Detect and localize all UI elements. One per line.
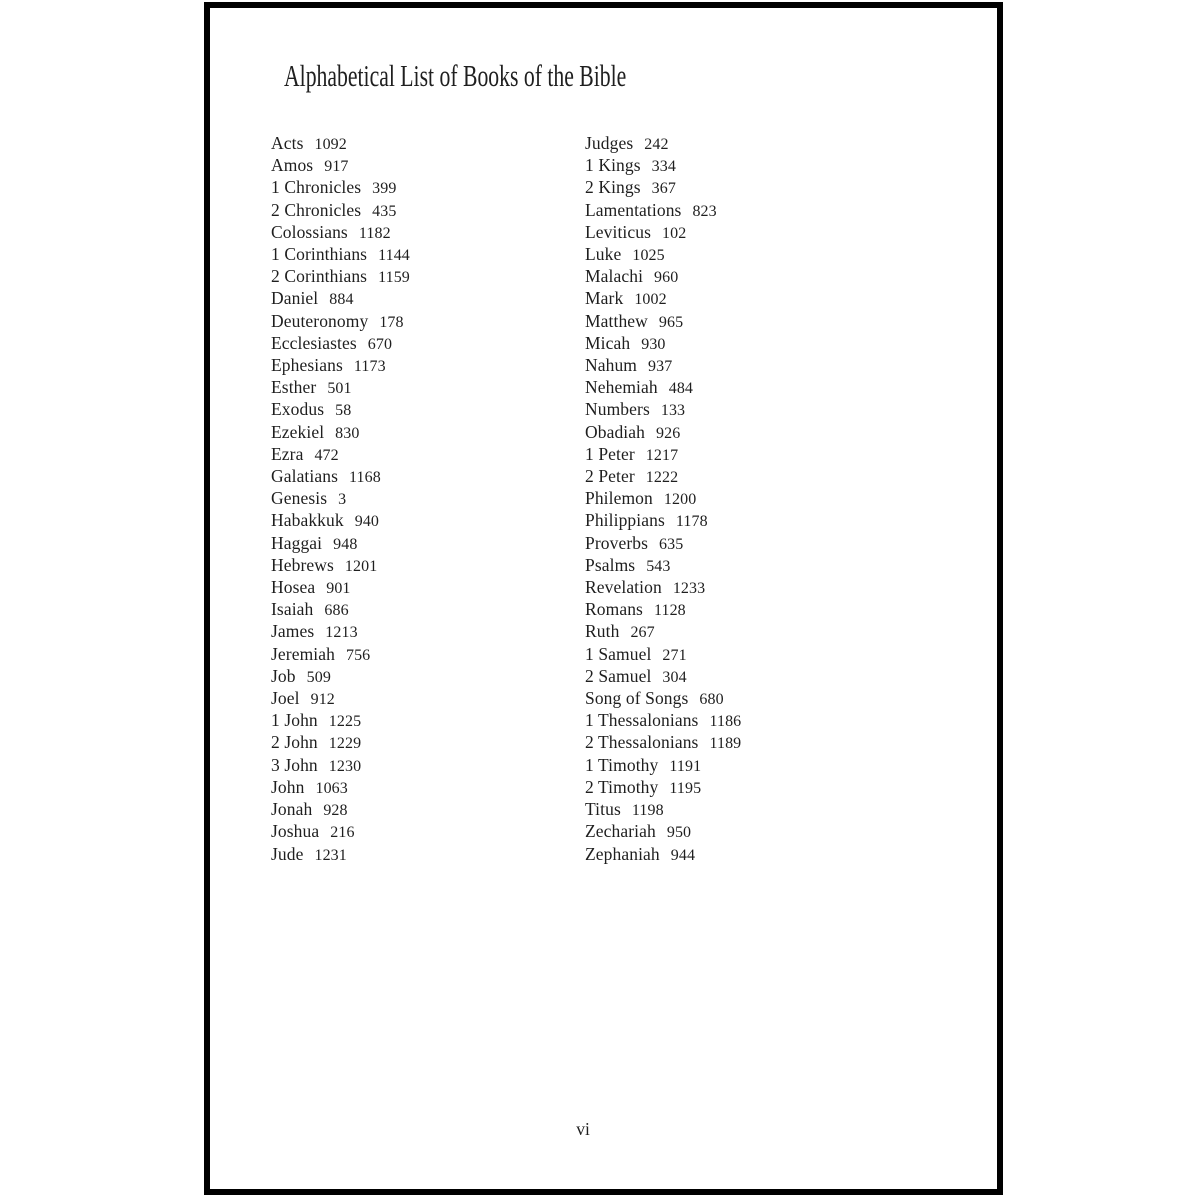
- book-name: 2 Kings: [585, 177, 641, 198]
- book-name: Leviticus: [585, 221, 652, 242]
- book-name: Lamentations: [585, 199, 682, 220]
- book-entry: [585, 666, 741, 688]
- book-entry: [271, 155, 410, 177]
- book-page-number: 3: [338, 491, 347, 509]
- book-name: Esther: [271, 377, 317, 398]
- book-name: Song of Songs: [585, 688, 689, 709]
- book-page-number: 1233: [672, 580, 706, 598]
- book-page-number: 304: [662, 668, 687, 686]
- book-page-number: 926: [656, 424, 681, 442]
- book-name: Jeremiah: [271, 643, 335, 664]
- book-page-number: 901: [326, 580, 351, 598]
- book-entry: [271, 422, 410, 444]
- book-name: Luke: [585, 244, 622, 265]
- book-name: Deuteronomy: [271, 310, 369, 331]
- book-name: 2 John: [271, 732, 318, 753]
- book-entry: [585, 444, 741, 466]
- book-entry: [585, 732, 741, 754]
- book-name: Exodus: [271, 399, 325, 420]
- book-entry: [585, 644, 741, 666]
- book-page-number: 435: [372, 202, 397, 220]
- book-entry: [271, 555, 410, 577]
- book-entry: [271, 777, 410, 799]
- book-page: [204, 2, 1003, 1195]
- book-entry: [271, 533, 410, 555]
- book-page-number: 178: [379, 313, 404, 331]
- book-entry: [585, 466, 741, 488]
- book-name: 1 Samuel: [585, 643, 652, 664]
- book-entry: [271, 599, 410, 621]
- book-name: Joshua: [271, 821, 320, 842]
- book-page-number: 267: [630, 624, 655, 642]
- book-name: Ezra: [271, 443, 304, 464]
- book-name: Judges: [585, 133, 634, 153]
- book-entry: [585, 555, 741, 577]
- book-page-number: 1144: [378, 247, 410, 265]
- book-page-number: 1178: [675, 513, 708, 531]
- book-name: Job: [271, 665, 296, 686]
- book-page-number: 1159: [378, 269, 410, 287]
- book-entry: [585, 177, 741, 199]
- page-title: Alphabetical List of Books of the Bible: [284, 58, 627, 93]
- book-name: Habakkuk: [271, 510, 344, 531]
- book-entry: [585, 821, 741, 843]
- book-page-number: 58: [335, 402, 352, 420]
- book-entry: [271, 244, 410, 266]
- book-entry: [271, 621, 410, 643]
- book-entry: [585, 200, 741, 222]
- book-entry: [271, 333, 410, 355]
- book-name: Hebrews: [271, 554, 334, 575]
- book-name: 2 Corinthians: [271, 266, 368, 287]
- book-entry: [271, 799, 410, 821]
- book-name: Ephesians: [271, 355, 343, 376]
- book-page-number: 1201: [344, 557, 378, 575]
- book-name: 1 Chronicles: [271, 177, 362, 198]
- book-name: Joel: [271, 688, 300, 709]
- book-page-number: 635: [659, 535, 684, 553]
- book-name: Numbers: [585, 399, 650, 420]
- book-page-number: 1128: [653, 602, 686, 620]
- book-name: Philippians: [585, 510, 665, 531]
- book-entry: [271, 844, 410, 866]
- book-name: Zechariah: [585, 821, 656, 842]
- book-page-number: 484: [668, 380, 694, 398]
- book-entry: [585, 377, 741, 399]
- book-entry: [585, 688, 741, 710]
- book-page-number: 1230: [328, 757, 362, 775]
- book-entry: [585, 599, 741, 621]
- book-name: Titus: [585, 799, 621, 820]
- book-page-number: 1231: [314, 846, 347, 864]
- book-page-number: 1200: [663, 491, 697, 509]
- book-name: Romans: [585, 599, 643, 620]
- book-name: 2 Chronicles: [271, 199, 362, 220]
- book-name: Micah: [585, 332, 631, 353]
- book-entry: [271, 133, 410, 155]
- book-page-number: 1191: [669, 757, 702, 775]
- book-name: Jonah: [271, 799, 313, 820]
- book-name: Proverbs: [585, 532, 649, 553]
- book-page-number: 912: [310, 691, 335, 709]
- book-page-number: 1186: [709, 713, 742, 731]
- book-name: Mark: [585, 288, 624, 309]
- book-name: 3 John: [271, 754, 318, 775]
- book-page-number: 960: [654, 269, 679, 287]
- book-entry: [585, 244, 741, 266]
- book-entry: [271, 200, 410, 222]
- book-page-number: 830: [335, 424, 360, 442]
- book-name: Hosea: [271, 577, 316, 598]
- book-page-number: 937: [648, 358, 673, 376]
- book-entry: [585, 488, 741, 510]
- page-number: vi: [576, 1119, 590, 1139]
- book-page-number: 930: [641, 335, 666, 353]
- book-entry: [585, 777, 741, 799]
- book-page-number: 965: [658, 313, 684, 331]
- book-page-number: 1198: [631, 802, 664, 820]
- book-name: James: [271, 621, 315, 642]
- book-page-number: 399: [372, 180, 397, 198]
- book-entry: [585, 510, 741, 532]
- book-entry: [271, 755, 410, 777]
- book-page-number: 271: [662, 646, 687, 664]
- book-entry: [585, 755, 741, 777]
- book-entry: [271, 732, 410, 754]
- book-name: 1 Thessalonians: [585, 710, 699, 731]
- book-page-number: 940: [354, 513, 380, 531]
- book-entry: [271, 710, 410, 732]
- book-page-number: 543: [646, 557, 671, 575]
- book-entry: [271, 266, 410, 288]
- book-page-number: 1222: [645, 469, 679, 487]
- book-entry: [271, 288, 410, 310]
- book-page-number: 1025: [632, 247, 665, 265]
- book-page-number: 334: [651, 158, 676, 176]
- book-name: Daniel: [271, 288, 319, 309]
- book-name: Isaiah: [271, 599, 314, 620]
- book-page-number: 1195: [669, 779, 702, 797]
- book-entry: [585, 422, 741, 444]
- book-entry: [585, 311, 741, 333]
- book-entry: [585, 355, 741, 377]
- book-page-number: 509: [306, 668, 331, 686]
- book-page-number: 670: [367, 335, 393, 353]
- book-page-number: 680: [699, 691, 724, 709]
- book-page-number: 472: [314, 446, 339, 464]
- book-name: Colossians: [271, 221, 348, 242]
- book-name: Nehemiah: [585, 377, 658, 398]
- book-page-number: 1229: [328, 735, 362, 753]
- book-list-right-column: [585, 133, 741, 866]
- book-page-number: 823: [692, 202, 717, 220]
- book-page-number: 102: [662, 224, 687, 242]
- book-page-number: 1189: [709, 735, 742, 753]
- book-page-number: 133: [660, 402, 686, 420]
- book-page-number: 948: [333, 535, 358, 553]
- book-page-number: 756: [345, 646, 371, 664]
- book-name: Amos: [271, 155, 314, 176]
- book-name: Genesis: [271, 488, 328, 509]
- book-entry: [585, 577, 741, 599]
- book-name: 2 Thessalonians: [585, 732, 699, 753]
- book-name: 1 Timothy: [585, 754, 659, 775]
- book-name: Ecclesiastes: [271, 332, 357, 353]
- book-name: Galatians: [271, 466, 338, 487]
- book-entry: [585, 621, 741, 643]
- book-page-number: 1092: [314, 136, 347, 153]
- book-name: Philemon: [585, 488, 653, 509]
- book-page-number: 1173: [353, 358, 386, 376]
- book-entry: [271, 688, 410, 710]
- book-entry: [271, 222, 410, 244]
- book-name: 1 John: [271, 710, 318, 731]
- book-name: Acts: [271, 133, 304, 153]
- book-name: Matthew: [585, 310, 648, 331]
- book-page-number: 1225: [328, 713, 362, 731]
- book-entry: [585, 799, 741, 821]
- book-name: 2 Peter: [585, 466, 635, 487]
- book-page-number: 216: [330, 824, 355, 842]
- book-entry: [585, 222, 741, 244]
- book-entry: [271, 644, 410, 666]
- book-page-number: 884: [329, 291, 354, 309]
- book-name: Haggai: [271, 532, 323, 553]
- book-name: Nahum: [585, 355, 638, 376]
- book-name: 2 Samuel: [585, 665, 652, 686]
- book-page-number: 1217: [645, 446, 679, 464]
- book-name: Psalms: [585, 554, 636, 575]
- book-entry: [585, 155, 741, 177]
- book-entry: [271, 466, 410, 488]
- book-page-number: 1063: [315, 779, 348, 797]
- book-name: Ezekiel: [271, 421, 325, 442]
- book-name: John: [271, 776, 305, 797]
- book-page-number: 1168: [349, 469, 381, 487]
- book-page-number: 944: [670, 846, 696, 864]
- book-entry: [271, 444, 410, 466]
- book-entry: [585, 844, 741, 866]
- book-name: 1 Kings: [585, 155, 641, 176]
- book-entry: [585, 399, 741, 421]
- book-entry: [585, 133, 741, 155]
- book-page-number: 242: [644, 136, 669, 153]
- book-entry: [271, 355, 410, 377]
- book-page-number: 367: [651, 180, 676, 198]
- book-entry: [271, 377, 410, 399]
- book-name: Malachi: [585, 266, 644, 287]
- book-page-number: 917: [324, 158, 349, 176]
- book-name: Zephaniah: [585, 843, 660, 864]
- book-entry: [585, 333, 741, 355]
- book-list-left-column: [271, 133, 410, 866]
- book-name: Revelation: [585, 577, 662, 598]
- book-name: Jude: [271, 843, 304, 864]
- book-page-number: 928: [323, 802, 348, 820]
- book-entry: [271, 399, 410, 421]
- book-entry: [585, 710, 741, 732]
- book-entry: [271, 510, 410, 532]
- book-entry: [271, 821, 410, 843]
- book-name: 2 Timothy: [585, 776, 659, 797]
- book-entry: [271, 577, 410, 599]
- book-name: Obadiah: [585, 421, 645, 442]
- book-entry: [585, 533, 741, 555]
- book-entry: [271, 488, 410, 510]
- book-page-number: 950: [666, 824, 692, 842]
- book-page-number: 1002: [634, 291, 667, 309]
- book-entry: [271, 311, 410, 333]
- book-page-number: 686: [324, 602, 349, 620]
- book-entry: [585, 288, 741, 310]
- book-entry: [271, 666, 410, 688]
- book-entry: [585, 266, 741, 288]
- book-page-number: 501: [327, 380, 352, 398]
- book-page-number: 1182: [358, 224, 391, 242]
- book-name: 1 Peter: [585, 443, 635, 464]
- book-name: Ruth: [585, 621, 620, 642]
- book-name: 1 Corinthians: [271, 244, 368, 265]
- book-page-number: 1213: [325, 624, 358, 642]
- book-entry: [271, 177, 410, 199]
